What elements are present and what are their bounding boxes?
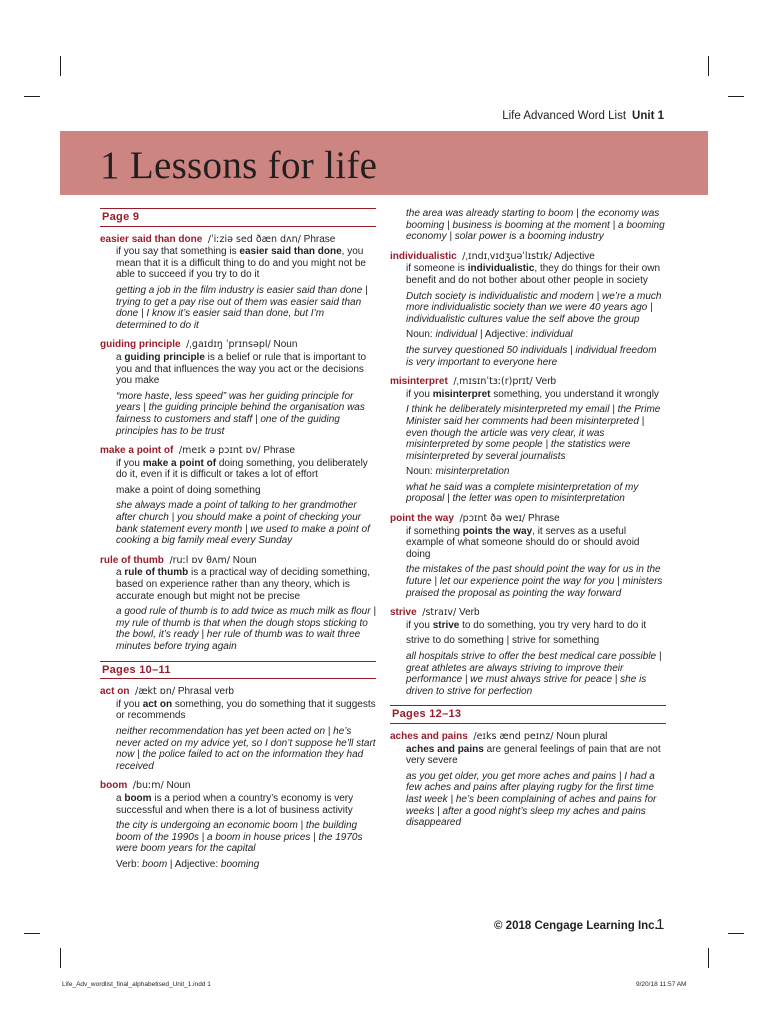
word-forms-note: Noun: individual | Adjective: individual	[406, 329, 573, 341]
headword: rule of thumb	[100, 554, 164, 566]
crop-mark	[60, 56, 61, 76]
definition: if you say that something is easier said than done, you mean that it is a difficult thing to do and you might not be able to succeed if you try to do it	[116, 246, 366, 281]
pronunciation: /ˌɪndɪˌvɪdʒuəˈlɪstɪk/	[462, 250, 553, 262]
word-forms-note: Verb: boom | Adjective: booming	[116, 858, 260, 870]
part-of-speech: Adjective	[554, 250, 595, 262]
crop-mark	[708, 948, 709, 968]
pronunciation: /ˌmɪsɪnˈtɜː(r)prɪt/	[453, 376, 533, 388]
definition: if something points the way, it serves as a useful example of what someone should do or should avoid doing	[406, 525, 640, 560]
example-text: Dutch society is individualistic and modern | we’re a much more individualistic society than we were 40 years ago | individualistic cultures value the self above the group	[406, 290, 662, 325]
example-text: as you get older, you get more aches and pains | I had a few aches and pains after playing rugby for the first time last week | he’s been complaining of aches and pains for weeks | after a good night’s sleep my aches and pains disappeared	[406, 770, 657, 829]
print-slug-date: 9/20/18 11:57 AM	[636, 981, 687, 988]
pronunciation: /meɪk ə pɔɪnt ɒv/	[178, 445, 261, 457]
definition: a boom is a period when a country’s economy is very successful and when there is a lot of business activity	[116, 792, 354, 816]
crop-mark	[728, 96, 744, 97]
example-text: getting a job in the film industry is easier said than done | trying to get a pay rise out of them was easier said than done | I know it’s easier said than done, but I’m determined to do it	[116, 284, 368, 331]
part-of-speech: Phrase	[528, 513, 560, 525]
definition: if someone is individualistic, they do things for their own benefit and do not bother about other people in society	[406, 263, 661, 286]
crop-mark	[24, 933, 40, 934]
part-of-speech: Noun	[273, 339, 298, 351]
headword: make a point of	[100, 445, 174, 457]
pronunciation: /pɔɪnt ðə weɪ/	[459, 513, 526, 525]
part-of-speech: Verb	[535, 376, 557, 388]
headword: boom	[100, 780, 128, 792]
example-text: a good rule of thumb is to add twice as much milk as flour | my rule of thumb is that when the dough stops sticking to the bowl, it’s ready | her rule of thumb was to wait three minutes before trying again	[116, 606, 376, 652]
headword: aches and pains	[390, 730, 468, 742]
chapter-title-band	[60, 131, 708, 195]
left-column	[100, 206, 376, 879]
headword: point the way	[390, 513, 454, 525]
crop-mark	[708, 56, 709, 76]
page-number: 1	[656, 916, 665, 933]
definition: aches and pains are general feelings of pain that are not very severe	[406, 743, 661, 767]
definition: if you strive to do something, you try very hard to do it	[406, 619, 647, 631]
word-entry	[390, 251, 666, 368]
word-entry	[100, 686, 376, 772]
pronunciation: /ˌɡaɪdɪŋ ˈprɪnsəpl/	[186, 339, 271, 351]
usage-note: make a point of doing something	[116, 484, 261, 496]
definition: a guiding principle is a belief or rule that is important to you and that influences the way you act or the decisions you make	[116, 351, 367, 387]
headword: easier said than done	[100, 233, 203, 245]
word-entry	[100, 445, 376, 547]
word-forms-note: Noun: misinterpretation	[406, 466, 510, 478]
word-entry	[100, 780, 376, 870]
word-entry	[390, 607, 666, 697]
pronunciation: /ækt ɒn/	[135, 686, 176, 698]
headword: misinterpret	[390, 376, 448, 388]
pronunciation: /ˈiːziə sed ðæn dʌn/	[207, 233, 301, 245]
headword: strive	[390, 607, 417, 619]
word-entry	[390, 731, 666, 829]
word-entry	[390, 513, 666, 599]
example-text: all hospitals strive to offer the best medical care possible | great athletes are always striving to improve their performance | we must always strive for peace | she is driven to strive for perfection	[406, 651, 662, 697]
copyright-notice: © 2018 Cengage Learning Inc.	[494, 920, 658, 932]
part-of-speech: Noun	[232, 554, 257, 566]
pronunciation: /eɪks ænd peɪnz/	[473, 730, 554, 742]
example-text: neither recommendation has yet been acted on | he’s never acted on my advice yet, so I don’t suppose he’ll start now | the police failed to act on the information they had received	[116, 725, 376, 772]
headword: act on	[100, 686, 130, 698]
chapter-title: 1 Lessons for life	[100, 144, 378, 187]
part-of-speech: Noun	[166, 780, 191, 792]
section-heading: Pages 10–11	[100, 661, 376, 680]
word-entry	[100, 234, 376, 332]
word-entry	[100, 339, 376, 437]
running-head	[502, 110, 664, 122]
crop-mark	[728, 933, 744, 934]
crop-mark	[24, 96, 40, 97]
section-heading: Page 9	[100, 208, 376, 227]
right-column	[390, 206, 666, 837]
definition: if you act on something, you do something that it suggests or recommends	[116, 698, 376, 722]
example-text: what he said was a complete misinterpretation of my proposal | the letter was open to misinterpretation	[406, 481, 639, 505]
example-text: she always made a point of talking to her grandmother after church | you should make a point of checking your bank statement every month | we used to make a point of cooking a big family meal every Sunday	[116, 500, 370, 547]
part-of-speech: Noun plural	[556, 730, 608, 742]
running-head-title: Life Advanced Word List	[502, 110, 627, 122]
definition: if you make a point of doing something, you deliberately do it, even if it is difficult or takes a lot of effort	[116, 457, 368, 481]
print-slug-filename: Life_Adv_wordlist_final_alphabetised_Unit_1.indd 1	[62, 981, 211, 988]
section-heading: Pages 12–13	[390, 705, 666, 724]
example-text: the mistakes of the past should point the way for us in the future | let our experience point the way for you | ministers praised the proposal as pointing the way forward	[406, 564, 663, 599]
part-of-speech: Phrasal verb	[177, 686, 234, 698]
definition: a rule of thumb is a practical way of deciding something, based on experience rather than any theory, which is accurate enough but might not be precise	[116, 567, 370, 602]
headword: guiding principle	[100, 339, 181, 351]
example-text: “more haste, less speed” was her guiding principle for years | the guiding principle behind the organisation was fairness to customers and staff | one of the guiding principles has to be trust	[116, 390, 365, 437]
part-of-speech: Phrase	[263, 445, 296, 457]
example-continuation: the area was already starting to boom | the economy was booming | business is booming at the moment | a booming economy | solar power is a booming industry	[406, 208, 665, 243]
headword: individualistic	[390, 250, 457, 262]
pronunciation: /ruːl ɒv θʌm/	[169, 554, 231, 566]
pronunciation: /buːm/	[132, 780, 164, 792]
crop-mark	[60, 948, 61, 968]
example-text: I think he deliberately misinterpreted my email | the Prime Minister said her comments had been misinterpreted | even though the article was very clear, it was misinterpreted by some people | the statistics were misinterpreted by several journalists	[406, 404, 661, 462]
definition: if you misinterpret something, you understand it wrongly	[406, 388, 659, 400]
word-entry	[390, 376, 666, 505]
pronunciation: /straɪv/	[422, 607, 457, 619]
word-entry	[100, 555, 376, 653]
example-text: the city is undergoing an economic boom | the building boom of the 1990s | a boom in house prices | the 1970s were boom years for the capital	[116, 820, 363, 855]
running-head-unit: Unit 1	[632, 110, 664, 122]
usage-note: strive to do something | strive for something	[406, 635, 600, 647]
part-of-speech: Verb	[459, 607, 480, 619]
part-of-speech: Phrase	[303, 233, 336, 245]
example-text: the survey questioned 50 individuals | individual freedom is very important to everyone here	[406, 344, 657, 368]
